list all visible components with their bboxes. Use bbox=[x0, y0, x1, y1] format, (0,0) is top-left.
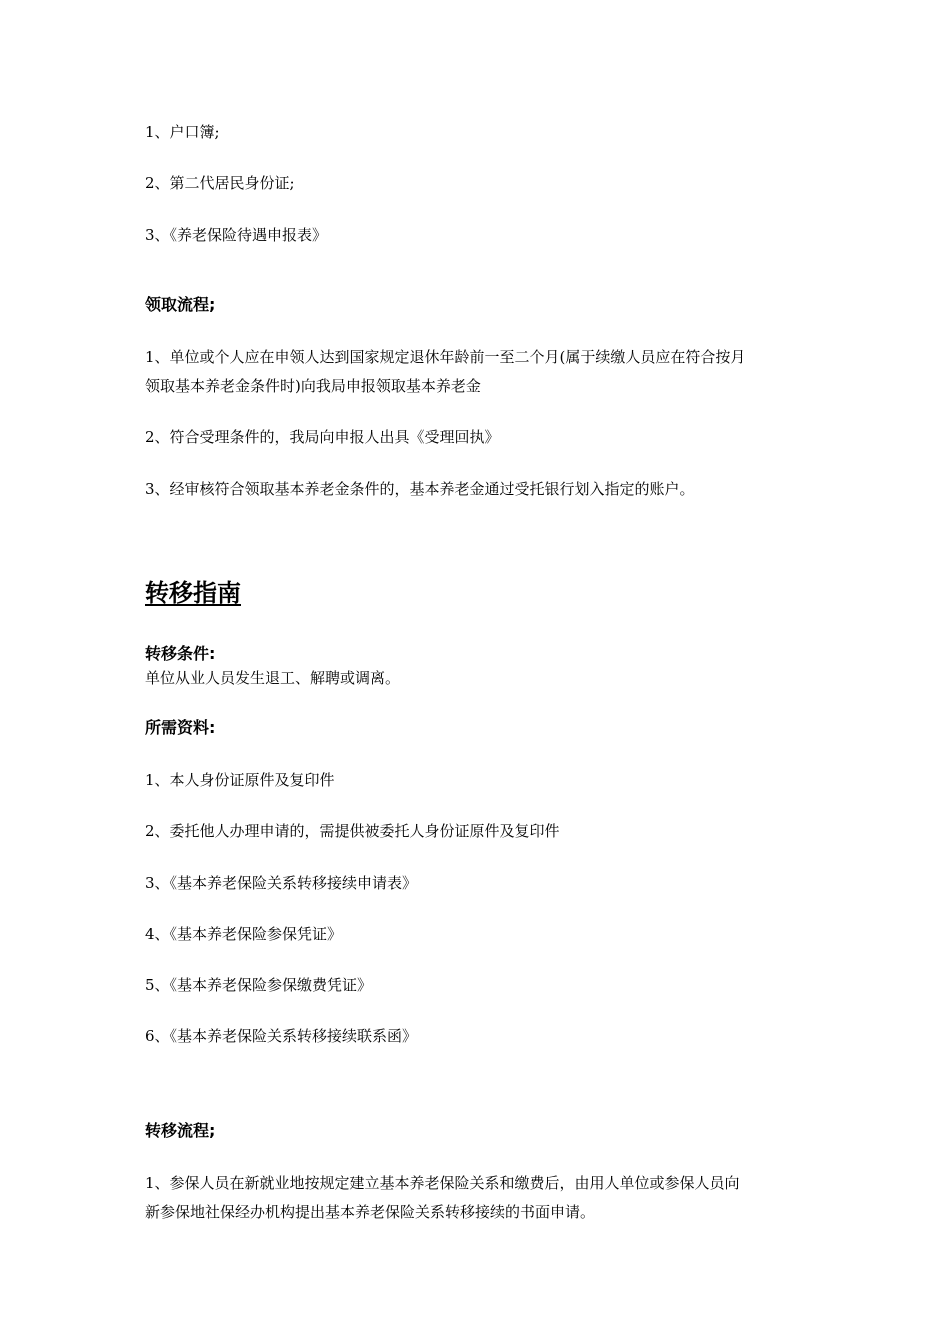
transfer-material-item: 2、委托他人办理申请的，需提供被委托人身份证原件及复印件 bbox=[145, 822, 560, 840]
material-item: 1、户口簿; bbox=[145, 123, 220, 141]
transfer-guide-title: 转移指南 bbox=[145, 579, 241, 607]
materials-heading: 所需资料: bbox=[145, 718, 216, 737]
receive-process-heading: 领取流程; bbox=[145, 295, 216, 314]
material-item: 3、《养老保险待遇申报表》 bbox=[145, 226, 328, 244]
receive-process-item: 领取基本养老金条件时)向我局申报领取基本养老金 bbox=[145, 377, 481, 395]
transfer-material-item: 6、《基本养老保险关系转移接续联系函》 bbox=[145, 1027, 418, 1045]
transfer-process-item: 新参保地社保经办机构提出基本养老保险关系转移接续的书面申请。 bbox=[145, 1203, 596, 1221]
transfer-process-heading: 转移流程; bbox=[145, 1121, 216, 1140]
transfer-conditions-text: 单位从业人员发生退工、解聘或调离。 bbox=[145, 669, 401, 687]
transfer-material-item: 4、《基本养老保险参保凭证》 bbox=[145, 925, 343, 943]
receive-process-item: 3、经审核符合领取基本养老金条件的，基本养老金通过受托银行划入指定的账户。 bbox=[145, 480, 695, 498]
transfer-process-item: 1、参保人员在新就业地按规定建立基本养老保险关系和缴费后，由用人单位或参保人员向 bbox=[145, 1174, 740, 1192]
transfer-material-item: 5、《基本养老保险参保缴费凭证》 bbox=[145, 976, 373, 994]
material-item: 2、第二代居民身份证; bbox=[145, 174, 295, 192]
transfer-material-item: 3、《基本养老保险关系转移接续申请表》 bbox=[145, 874, 418, 892]
receive-process-item: 2、符合受理条件的，我局向申报人出具《受理回执》 bbox=[145, 428, 500, 446]
transfer-conditions-heading: 转移条件: bbox=[145, 644, 216, 663]
receive-process-item: 1、单位或个人应在申领人达到国家规定退休年龄前一至二个月(属于续缴人员应在符合按月 bbox=[145, 348, 746, 366]
transfer-material-item: 1、本人身份证原件及复印件 bbox=[145, 771, 335, 789]
